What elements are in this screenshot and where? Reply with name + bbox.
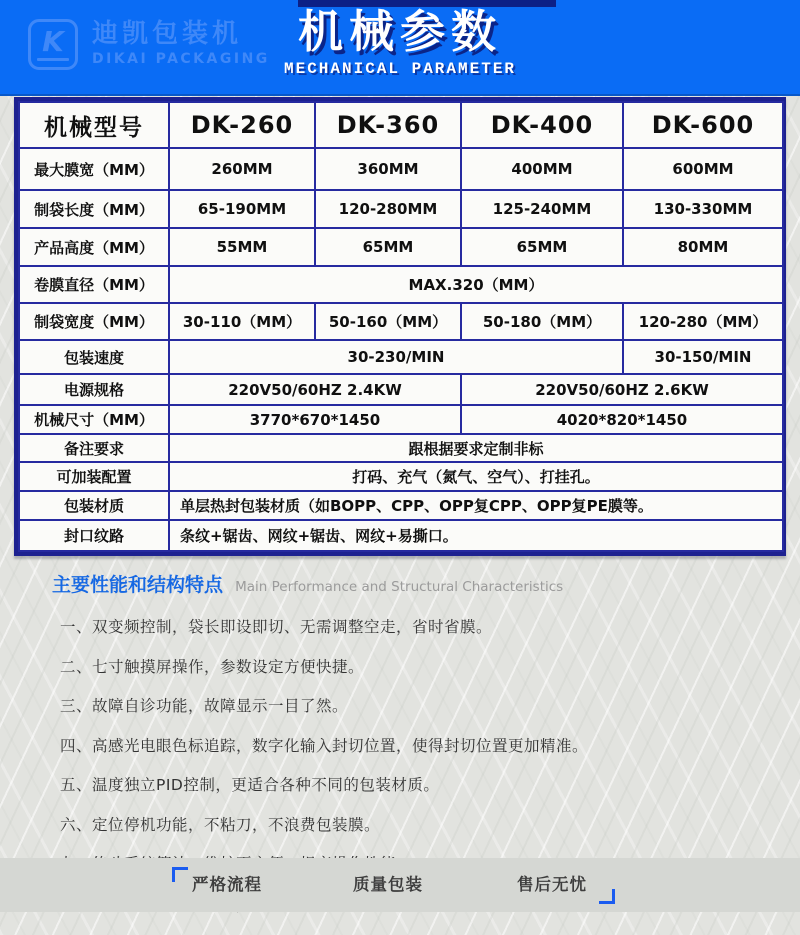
table-cell: 打码、充气（氮气、空气）、打挂孔。 (169, 462, 783, 491)
spec-table (18, 101, 784, 552)
table-cell: 30-110（MM） (169, 303, 315, 340)
table-cell: 3770*670*1450 (169, 405, 461, 434)
feature-item: 二、七寸触摸屏操作，参数设定方便快捷。 (60, 657, 365, 676)
column-header-model: DK-360 (315, 102, 461, 148)
table-cell: 400MM (461, 148, 623, 190)
table-cell: 125-240MM (461, 190, 623, 228)
table-cell: 600MM (623, 148, 783, 190)
bracket-top-left-icon (172, 867, 188, 882)
table-cell: 130-330MM (623, 190, 783, 228)
table-cell: 50-160（MM） (315, 303, 461, 340)
table-row (19, 491, 783, 520)
table-cell: 单层热封包装材质（如BOPP、CPP、OPP复CPP、OPP复PE膜等。 (169, 491, 783, 520)
table-cell: MAX.320（MM） (169, 266, 783, 303)
table-row (19, 462, 783, 491)
bracket-bottom-right-icon (599, 889, 615, 904)
row-label: 最大膜宽（MM） (19, 148, 169, 190)
footer-band (0, 858, 800, 912)
table-cell: 4020*820*1450 (461, 405, 783, 434)
row-label: 制袋宽度（MM） (19, 303, 169, 340)
feature-item: 一、双变频控制，袋长即设即切、无需调整空走，省时省膜。 (60, 618, 493, 636)
row-label: 电源规格 (19, 374, 169, 405)
table-cell: 跟根据要求定制非标 (169, 434, 783, 462)
footer-item-quality-packaging: 质量包装 (353, 875, 423, 894)
row-label: 机械尺寸（MM） (19, 405, 169, 434)
table-cell: 65-190MM (169, 190, 315, 228)
row-label: 可加装配置 (19, 462, 169, 491)
table-cell: 220V50/60HZ 2.6KW (461, 374, 783, 405)
row-label: 制袋长度（MM） (19, 190, 169, 228)
table-cell: 360MM (315, 148, 461, 190)
table-row (19, 190, 783, 228)
spec-table-section (14, 97, 786, 556)
table-cell: 65MM (461, 228, 623, 266)
table-cell: 50-180（MM） (461, 303, 623, 340)
table-cell: 220V50/60HZ 2.4KW (169, 374, 461, 405)
column-header-model: DK-600 (623, 102, 783, 148)
brand-name-en: DIKAI PACKAGING (92, 51, 270, 67)
table-row (19, 434, 783, 462)
feature-item: 六、定位停机功能，不粘刀，不浪费包装膜。 (60, 815, 381, 834)
top-banner (0, 0, 800, 96)
table-cell: 260MM (169, 148, 315, 190)
row-label: 包装速度 (19, 340, 169, 374)
footer-item-after-sales: 售后无忧 (517, 875, 587, 894)
table-row (19, 405, 783, 434)
table-cell: 120-280MM (315, 190, 461, 228)
row-label: 包装材质 (19, 491, 169, 520)
features-title: 主要性能和结构特点 (52, 574, 224, 596)
page-title: 机械参数 (297, 5, 502, 58)
footer-item-strict-process: 严格流程 (192, 875, 262, 894)
table-cell: 条纹+锯齿、网纹+锯齿、网纹+易撕口。 (169, 520, 783, 551)
row-label: 备注要求 (19, 434, 169, 462)
table-cell: 65MM (315, 228, 461, 266)
column-header-model: DK-400 (461, 102, 623, 148)
feature-item: 五、温度独立PID控制，更适合各种不同的包装材质。 (60, 776, 440, 794)
table-row (19, 374, 783, 405)
feature-item: 四、高感光电眼色标追踪，数字化输入封切位置，使得封切位置更加精准。 (60, 736, 589, 755)
table-row (19, 340, 783, 374)
table-cell: 120-280（MM） (623, 303, 783, 340)
row-label: 产品高度（MM） (19, 228, 169, 266)
title-block (0, 6, 800, 78)
table-row (19, 266, 783, 303)
row-label: 封口纹路 (19, 520, 169, 551)
table-row (19, 520, 783, 551)
table-cell: 55MM (169, 228, 315, 266)
table-cell: 30-230/MIN (169, 340, 623, 374)
table-cell: 80MM (623, 228, 783, 266)
row-label: 卷膜直径（MM） (19, 266, 169, 303)
brand-name-cn: 迪凯包装机 (92, 19, 243, 49)
features-heading (52, 570, 772, 597)
logo-mark: K (42, 25, 64, 58)
column-header-model: DK-260 (169, 102, 315, 148)
table-row (19, 303, 783, 340)
table-row (19, 228, 783, 266)
feature-item: 三、故障自诊功能，故障显示一目了然。 (60, 697, 349, 715)
column-header-label: 机械型号 (19, 102, 169, 148)
table-cell: 30-150/MIN (623, 340, 783, 374)
table-header-row (19, 102, 783, 148)
features-subtitle: Main Performance and Structural Characteristics (235, 579, 564, 595)
table-row (19, 148, 783, 190)
page-subtitle: MECHANICAL PARAMETER (283, 60, 517, 78)
